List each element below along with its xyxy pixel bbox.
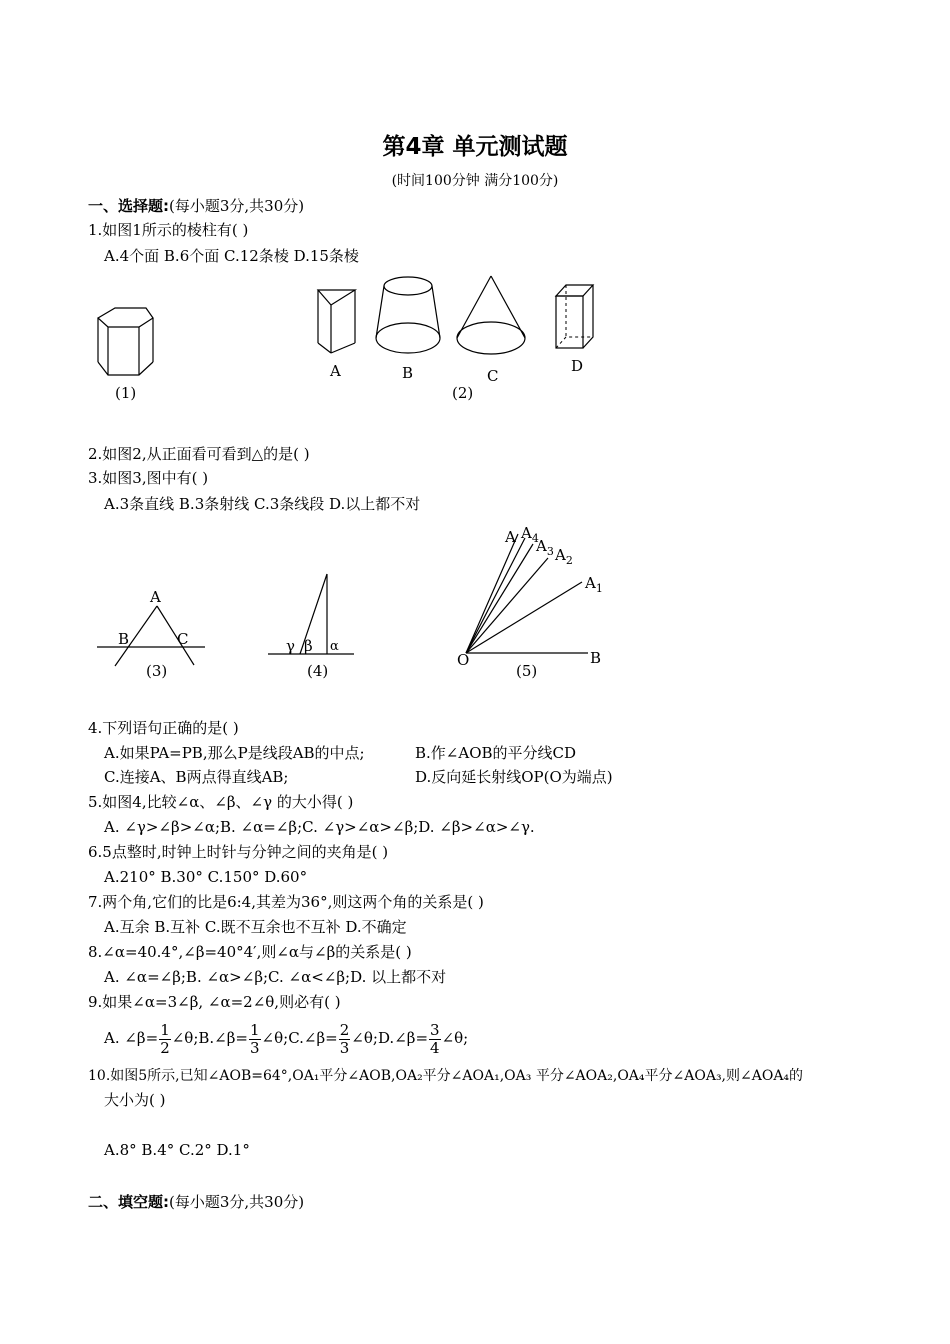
fig2-cone (455, 272, 535, 362)
fig4-right-triangle (266, 570, 366, 670)
q2-stem: 2.如图2,从正面看可看到△的是( ) (88, 445, 310, 463)
q9-frac-d: $\frac{3}{4}$ (430, 1020, 440, 1057)
fig2-frustum (372, 272, 452, 362)
fig5-caption: (5) (516, 662, 538, 680)
fig2-label-A: A (330, 362, 341, 380)
q6-options: A.210° B.30° C.150° D.60° (104, 868, 308, 886)
fig2-label-B: B (402, 364, 414, 382)
q5-stem: 5.如图4,比较∠α、∠β、∠γ 的大小得( ) (88, 793, 354, 811)
fig5-label-O: O (457, 651, 470, 669)
q4-option-c: C.连接A、B两点得直线AB; (104, 768, 289, 786)
q3-stem: 3.如图3,图中有( ) (88, 469, 209, 487)
section1-note: (每小题3分,共30分) (169, 197, 305, 215)
q9-frac-c: $\frac{2}{3}$ (339, 1020, 350, 1057)
q4-option-d: D.反向延长射线OP(O为端点) (415, 768, 613, 786)
fig4-label-alpha: α (330, 639, 339, 654)
fig3-label-C: C (177, 630, 189, 648)
section1-heading (88, 196, 304, 216)
section2-heading (88, 1192, 304, 1212)
q8-options: A. ∠α=∠β;B. ∠α>∠β;C. ∠α<∠β;D. 以上都不对 (104, 968, 447, 986)
q6-stem: 6.5点整时,时钟上时针与分钟之间的夹角是( ) (88, 843, 389, 861)
q9-frac-a: $\frac{1}{2}$ (160, 1020, 170, 1057)
q10-line1: 10.如图5所示,已知∠AOB=64°,OA₁平分∠AOB,OA₂平分∠AOA₁,OA₃ 平分∠AOA₂,OA₄平分∠AOA₃,则∠AOA₄的 (88, 1068, 804, 1084)
fig4-label-beta: β (304, 637, 313, 655)
q4-stem: 4.下列语句正确的是( ) (88, 719, 239, 737)
fig5-label-B: B (590, 649, 602, 667)
q4-option-a: A.如果PA=PB,那么P是线段AB的中点; (104, 744, 365, 762)
fig3-label-B: B (118, 630, 130, 648)
fig5-label-A3: $A_3$ (536, 537, 554, 558)
fig4-caption: (4) (307, 662, 329, 680)
fig3-label-A: A (150, 588, 161, 606)
fig2-label-D: D (571, 357, 584, 375)
fig1-caption: (1) (115, 384, 137, 402)
fig5-label-A: A (505, 528, 516, 546)
fig5-label-A4: $A_4$ (521, 524, 539, 545)
fig3-caption: (3) (146, 662, 168, 680)
q7-options: A.互余 B.互补 C.既不互余也不互补 D.不确定 (104, 918, 407, 936)
subtitle: (时间100分钟 满分100分) (391, 173, 559, 189)
q10-line2: 大小为( ) (104, 1091, 166, 1109)
q3-options: A.3条直线 B.3条射线 C.3条线段 D.以上都不对 (104, 495, 421, 513)
q5-options: A. ∠γ>∠β>∠α;B. ∠α=∠β;C. ∠γ>∠α>∠β;D. ∠β>∠α>∠γ. (104, 818, 535, 836)
fig2-caption: (2) (452, 384, 474, 402)
q9-stem: 9.如果∠α=3∠β, ∠α=2∠θ,则必有( ) (88, 993, 341, 1011)
section2-note: (每小题3分,共30分) (169, 1193, 305, 1211)
q9-frac-b: $\frac{1}{3}$ (250, 1020, 260, 1057)
q10-options: A.8° B.4° C.2° D.1° (104, 1141, 250, 1159)
q9-options: A. ∠β= $\frac{1}{2}$ ∠θ;B.∠β= $\frac{1}{3}$ ∠θ;C.∠β= $\frac{2}{3}$ ∠θ;D.∠β= $\frac{3}{4}$ ∠θ; (104, 1020, 469, 1057)
fig5-angle-bisectors (460, 530, 600, 660)
fig4-label-gamma: γ (286, 637, 295, 655)
fig5-label-A2: $A_2$ (555, 546, 573, 567)
fig2-cuboid (553, 282, 603, 362)
section1-head: 一、选择题: (88, 197, 169, 215)
fig2-triangular-prism (315, 285, 365, 365)
q7-stem: 7.两个角,它们的比是6:4,其差为36°,则这两个角的关系是( ) (88, 893, 484, 911)
fig2-label-C: C (487, 367, 499, 385)
q1-stem: 1.如图1所示的棱柱有( ) (88, 221, 249, 239)
q8-stem: 8.∠α=40.4°,∠β=40°4′,则∠α与∠β的关系是( ) (88, 943, 412, 961)
q1-options: A.4个面 B.6个面 C.12条棱 D.15条棱 (104, 247, 359, 265)
fig5-label-A1: $A_1$ (585, 574, 603, 595)
page-title: 第4章 单元测试题 (382, 134, 568, 160)
q4-option-b: B.作∠AOB的平分线CD (415, 744, 577, 762)
section2-head: 二、填空题: (88, 1193, 169, 1211)
